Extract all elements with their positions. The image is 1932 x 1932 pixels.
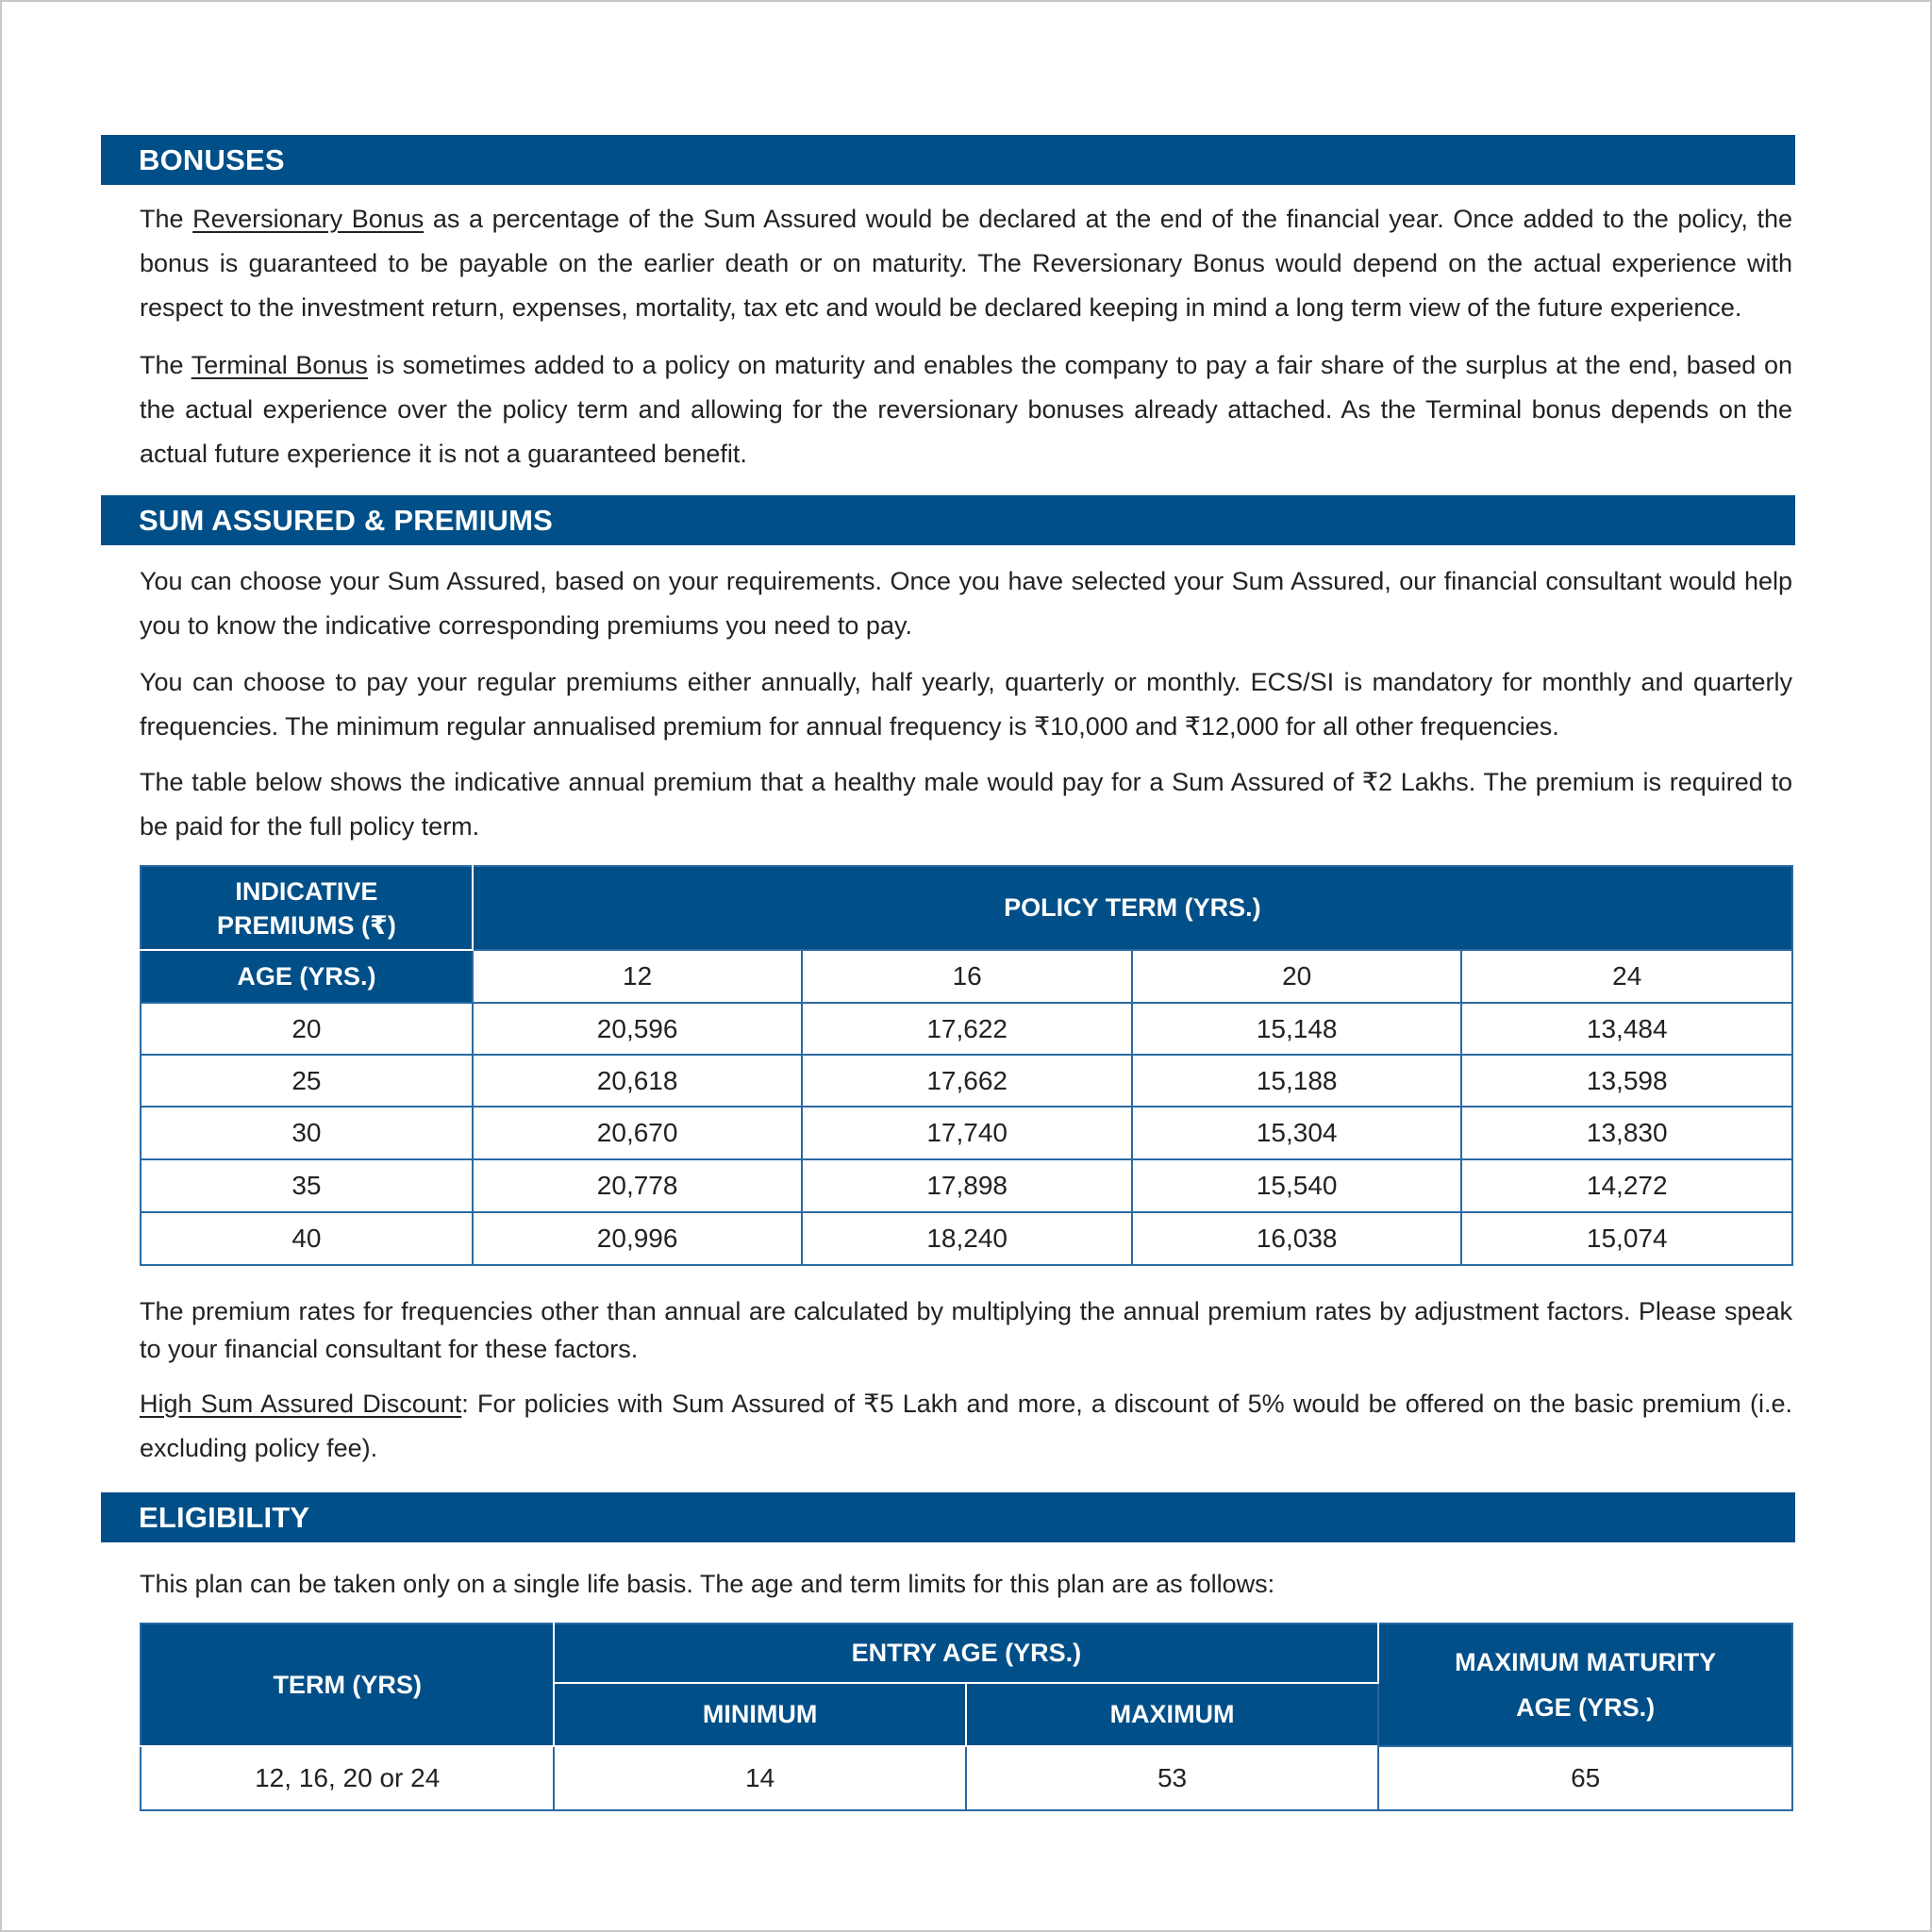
sum-assured-paragraph-1: You can choose your Sum Assured, based on your requirements. Once you have selected your Sum Assured, our financial consultant would help you to know the indicative corresponding premiums you need to pay.	[140, 567, 1792, 640]
frequency-rates-paragraph: The premium rates for frequencies other than annual are calculated by multiplying the annual premium rates by adjustment factors. Please speak to your financial consultant for these factors.	[140, 1297, 1792, 1363]
premium-cell: 13,830	[1461, 1107, 1792, 1159]
premium-cell: 20,778	[473, 1159, 803, 1212]
reversionary-bonus-paragraph: The Reversionary Bonus as a percentage of the Sum Assured would be declared at the end of the financial year. Once added to the policy, the bonus is guaranteed to be payable on the earlier death or on maturity. The Reversionary Bonus would depend on the actual experience with respect to the investment return, expenses, mortality, tax etc and would be declared keeping in mind a long term view of the future experience.	[140, 205, 1792, 322]
premium-cell: 16,038	[1132, 1212, 1462, 1265]
premium-cell: 15,148	[1132, 1003, 1462, 1055]
table-row	[141, 1055, 1792, 1107]
table-row	[141, 1746, 1792, 1810]
age-cell: 40	[141, 1212, 473, 1265]
age-cell: 35	[141, 1159, 473, 1212]
sum-assured-heading: SUM ASSURED & PREMIUMS	[101, 495, 1795, 545]
minimum-entry-age-header: MINIMUM	[554, 1683, 965, 1746]
term-header: TERM (YRS)	[141, 1624, 554, 1746]
eligibility-paragraph: This plan can be taken only on a single life basis. The age and term limits for this plan are as follows:	[140, 1570, 1275, 1598]
premium-cell: 18,240	[802, 1212, 1132, 1265]
high-sum-assured-discount-term: High Sum Assured Discount	[140, 1390, 462, 1418]
table-row	[141, 1003, 1792, 1055]
sum-assured-paragraph-3: The table below shows the indicative annual premium that a healthy male would pay for a Sum Assured of ₹2 Lakhs. The premium is required to be paid for the full policy term.	[140, 768, 1792, 841]
eligibility-heading: ELIGIBILITY	[101, 1492, 1795, 1542]
term-24-header: 24	[1461, 950, 1792, 1003]
premium-cell: 20,618	[473, 1055, 803, 1107]
term-16-header: 16	[802, 950, 1132, 1003]
premium-cell: 20,996	[473, 1212, 803, 1265]
premium-cell: 20,670	[473, 1107, 803, 1159]
table-row	[141, 1212, 1792, 1265]
high-sum-assured-discount-paragraph: High Sum Assured Discount: For policies with Sum Assured of ₹5 Lakh and more, a discount of 5% would be offered on the basic premium (i.e. excluding policy fee).	[140, 1390, 1792, 1462]
premium-cell: 20,596	[473, 1003, 803, 1055]
age-cell: 20	[141, 1003, 473, 1055]
premium-cell: 17,740	[802, 1107, 1132, 1159]
eligibility-table	[140, 1623, 1793, 1811]
maximum-maturity-age-value: 65	[1378, 1746, 1792, 1810]
age-cell: 25	[141, 1055, 473, 1107]
table-row	[141, 1107, 1792, 1159]
premium-cell: 17,898	[802, 1159, 1132, 1212]
indicative-premiums-header: INDICATIVE PREMIUMS (₹)	[141, 866, 473, 950]
premium-cell: 14,272	[1461, 1159, 1792, 1212]
maximum-entry-age-header: MAXIMUM	[966, 1683, 1378, 1746]
bonuses-heading: BONUSES	[101, 135, 1795, 185]
maximum-maturity-age-header: MAXIMUM MATURITY AGE (YRS.)	[1378, 1624, 1792, 1746]
term-value: 12, 16, 20 or 24	[141, 1746, 554, 1810]
terminal-bonus-term: Terminal Bonus	[191, 351, 368, 379]
terminal-bonus-paragraph: The Terminal Bonus is sometimes added to a policy on maturity and enables the company to pay a fair share of the surplus at the end, based on the actual experience over the policy term and allowing for the reversionary bonuses already attached. As the Terminal bonus depends on the actual future experience it is not a guaranteed benefit.	[140, 351, 1792, 468]
premium-table	[140, 865, 1793, 1266]
term-20-header: 20	[1132, 950, 1462, 1003]
premium-cell: 15,074	[1461, 1212, 1792, 1265]
premium-cell: 13,598	[1461, 1055, 1792, 1107]
premium-cell: 17,622	[802, 1003, 1132, 1055]
sum-assured-paragraph-2: You can choose to pay your regular premiums either annually, half yearly, quarterly or monthly. ECS/SI is mandatory for monthly and quarterly frequencies. The minimum regular annualised premium for annual frequency is ₹10,000 and ₹12,000 for all other frequencies.	[140, 668, 1792, 741]
entry-age-header: ENTRY AGE (YRS.)	[554, 1624, 1378, 1683]
age-cell: 30	[141, 1107, 473, 1159]
premium-cell: 15,304	[1132, 1107, 1462, 1159]
term-12-header: 12	[473, 950, 803, 1003]
reversionary-bonus-term: Reversionary Bonus	[192, 205, 425, 233]
premium-cell: 13,484	[1461, 1003, 1792, 1055]
premium-cell: 15,540	[1132, 1159, 1462, 1212]
maximum-entry-age-value: 53	[966, 1746, 1378, 1810]
premium-cell: 17,662	[802, 1055, 1132, 1107]
premium-cell: 15,188	[1132, 1055, 1462, 1107]
age-header: AGE (YRS.)	[141, 950, 473, 1003]
table-row	[141, 1159, 1792, 1212]
policy-term-header: POLICY TERM (YRS.)	[473, 866, 1792, 950]
minimum-entry-age-value: 14	[554, 1746, 965, 1810]
